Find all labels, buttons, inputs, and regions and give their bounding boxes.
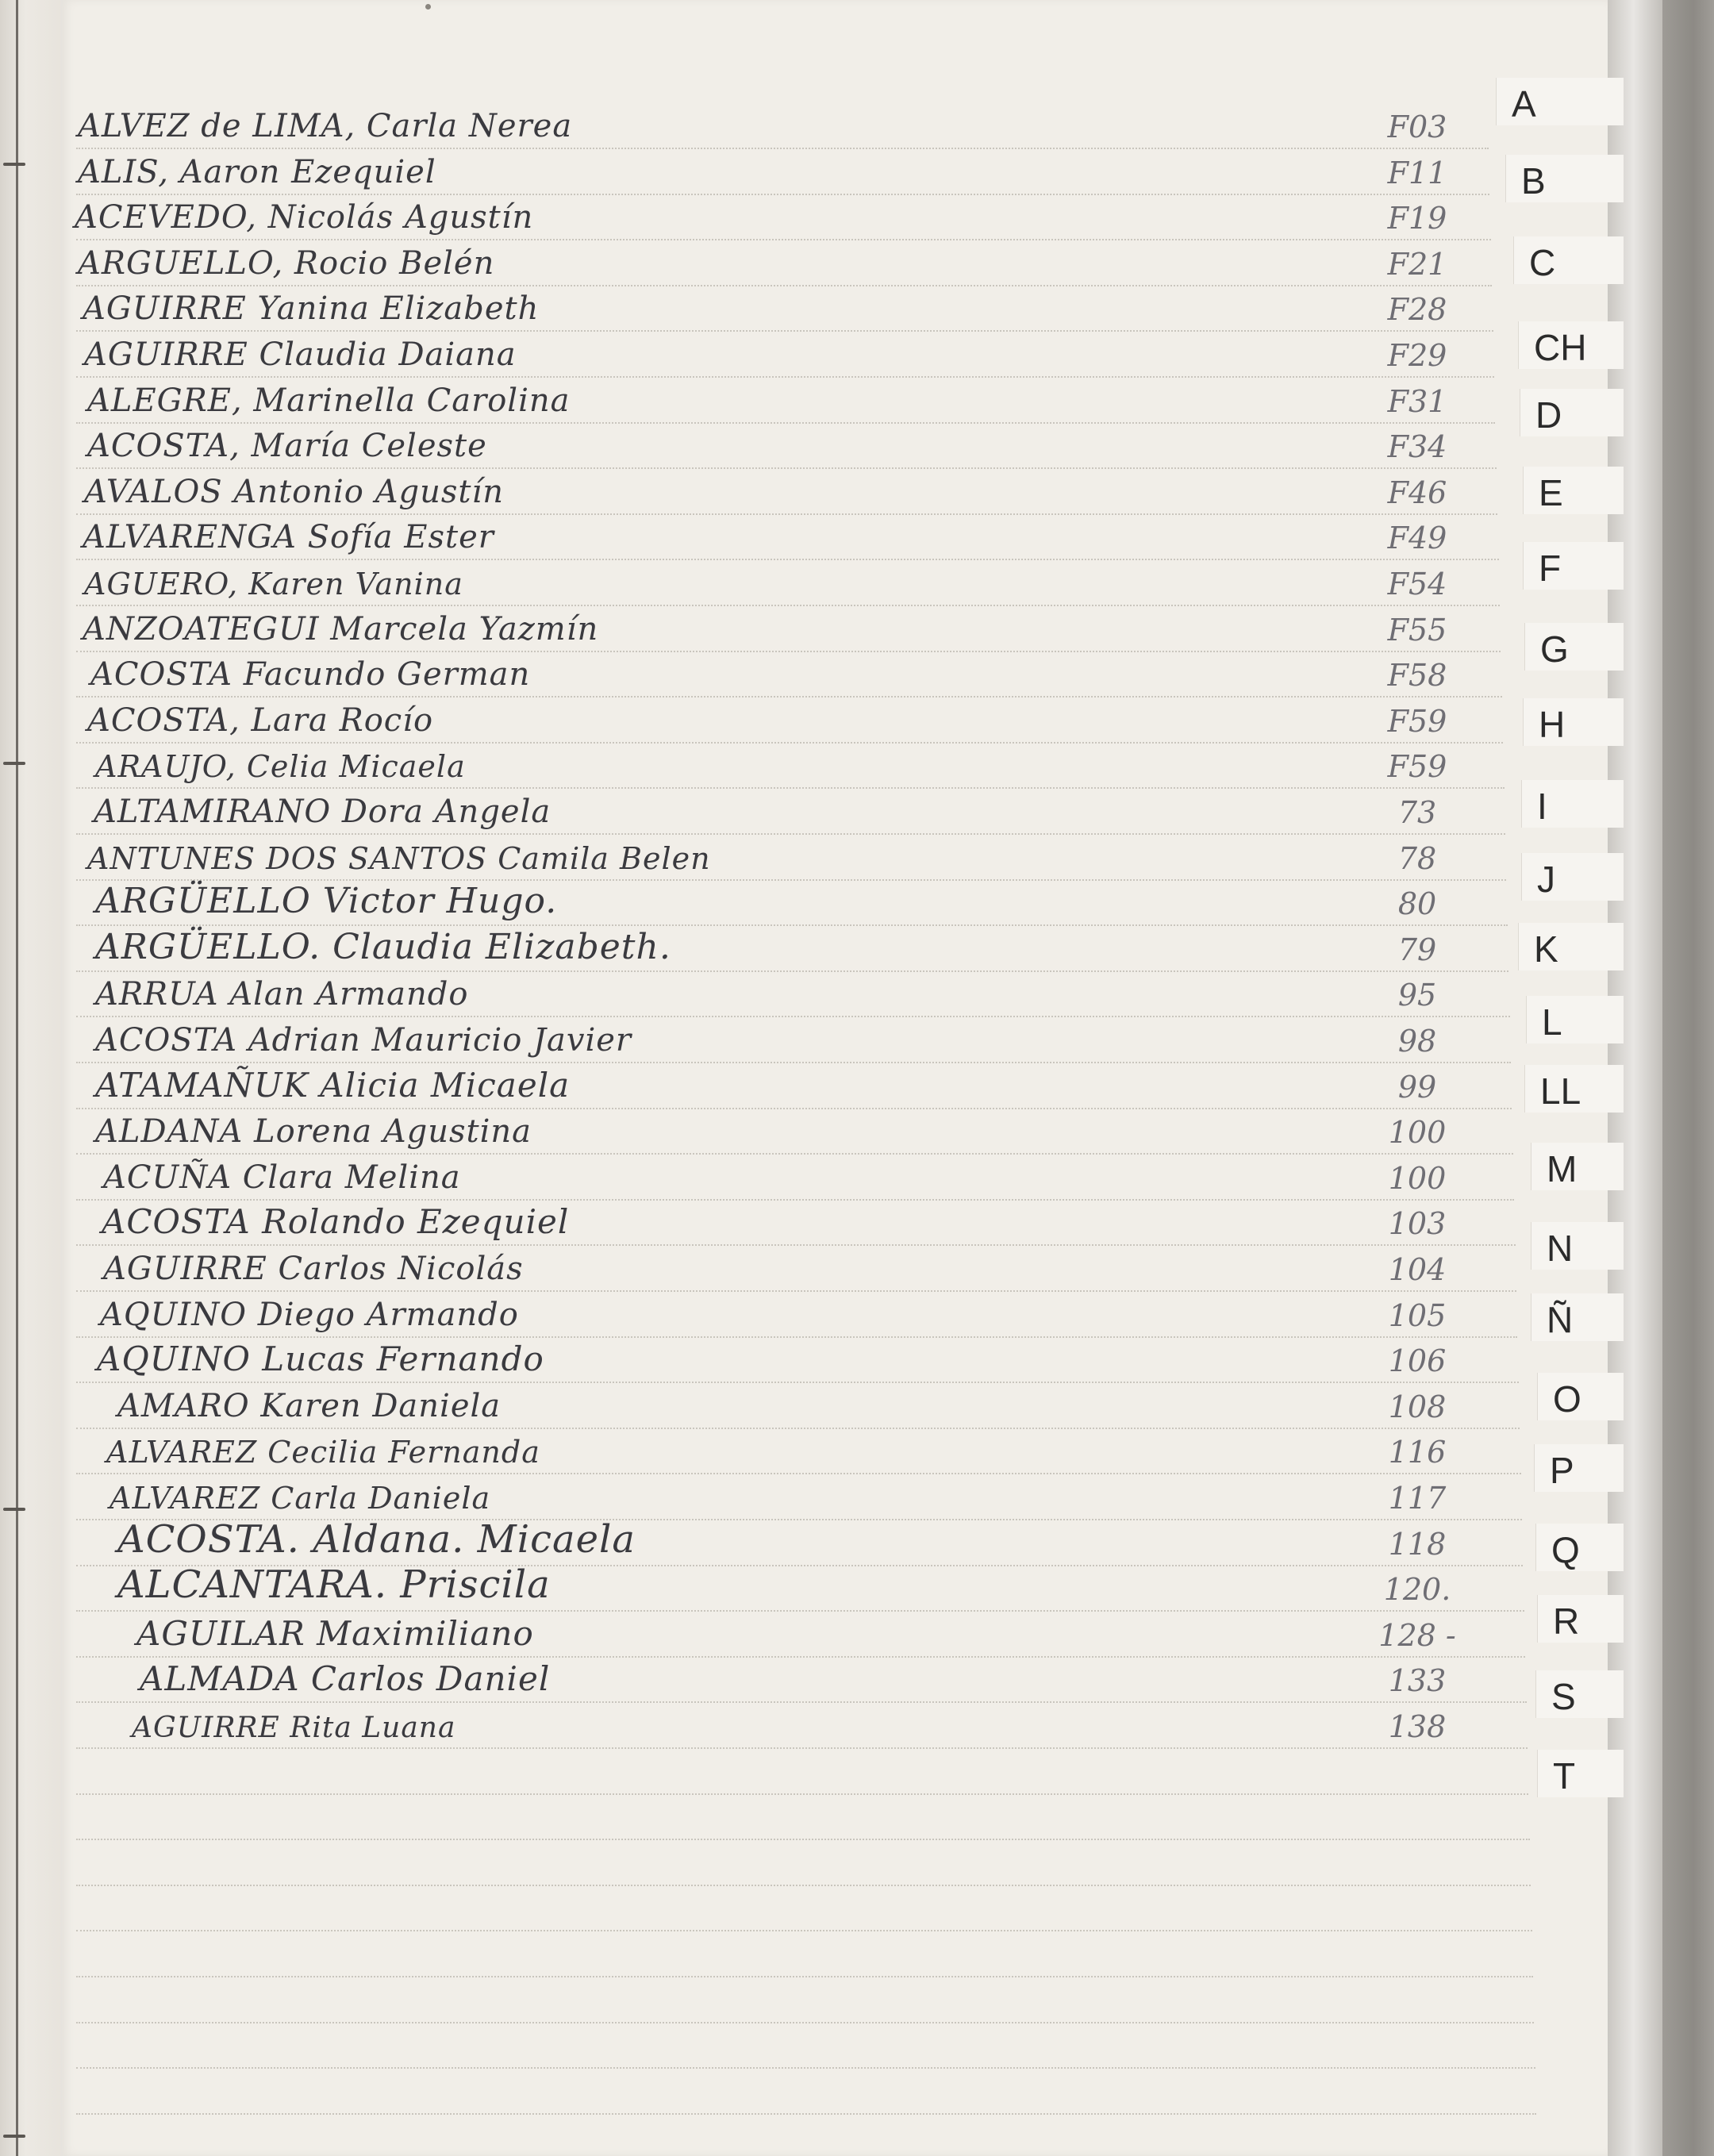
- ruled-line: [76, 1428, 1520, 1429]
- index-tab-label: M: [1547, 1148, 1578, 1189]
- index-tab[interactable]: [1480, 389, 1623, 436]
- ruled-line: [76, 970, 1508, 972]
- entry-number: 116: [1388, 1435, 1447, 1470]
- ruled-line: [76, 1839, 1530, 1840]
- entry-name: ARGÜELLO. Claudia Elizabeth.: [95, 926, 671, 967]
- ruled-line: [76, 2022, 1534, 2023]
- index-tab[interactable]: [1480, 853, 1623, 901]
- entry-name: ALMADA Carlos Daniel: [140, 1659, 551, 1699]
- index-tab[interactable]: [1480, 1222, 1623, 1270]
- entry-number: F58: [1387, 658, 1447, 694]
- entry-name: ALEGRE, Marinella Carolina: [87, 382, 571, 419]
- entry-number: 105: [1388, 1297, 1447, 1333]
- entry-name: ALTAMIRANO Dora Angela: [94, 794, 551, 830]
- index-tab-label: T: [1553, 1755, 1576, 1797]
- binding-ring: [3, 2135, 25, 2138]
- ruled-line: [76, 1016, 1510, 1017]
- index-tab[interactable]: [1480, 780, 1623, 828]
- binding-ring: [3, 163, 25, 166]
- ruled-line: [76, 1336, 1517, 1338]
- index-entry: [60, 882, 1608, 924]
- ruled-line: [76, 559, 1499, 560]
- entry-name: AGUIRRE Claudia Daiana: [84, 336, 517, 373]
- index-tab[interactable]: [1480, 1293, 1623, 1341]
- index-tab[interactable]: [1480, 996, 1623, 1043]
- ruled-line: [76, 1610, 1524, 1612]
- index-tab-label: H: [1539, 704, 1566, 745]
- tab-background: [1535, 1670, 1624, 1718]
- entry-name: ACUÑA Clara Melina: [103, 1159, 461, 1196]
- index-tab[interactable]: [1480, 623, 1623, 671]
- entry-name: AQUINO Diego Armando: [100, 1296, 519, 1333]
- entry-number: 108: [1388, 1389, 1447, 1424]
- entry-name: ACOSTA. Aldana. Micaela: [117, 1516, 636, 1562]
- index-tab-label: S: [1551, 1676, 1576, 1717]
- index-entry: [60, 562, 1608, 605]
- index-entry: [60, 973, 1608, 1016]
- index-tab-label: Ñ: [1547, 1299, 1574, 1340]
- entry-name: ALIS, Aaron Ezequiel: [78, 153, 436, 190]
- index-entry: [60, 242, 1608, 285]
- index-entry: [60, 744, 1608, 787]
- entry-number: F11: [1387, 155, 1447, 190]
- index-tab-label: D: [1535, 394, 1562, 436]
- alphabet-index-tabs: [1480, 71, 1623, 1817]
- entry-name: ALVAREZ Carla Daniela: [110, 1481, 491, 1516]
- entry-name: AGUIRRE Yanina Elizabeth: [83, 290, 540, 328]
- tab-background: [1524, 623, 1624, 671]
- ruled-line: [76, 194, 1489, 195]
- index-entry: [60, 1019, 1608, 1062]
- entry-name: ARRUA Alan Armando: [95, 976, 469, 1013]
- ruled-line: [76, 467, 1497, 469]
- ruled-line: [76, 376, 1494, 378]
- index-entry: [60, 287, 1608, 330]
- ruled-line: [76, 1793, 1528, 1795]
- index-tab-label: C: [1529, 242, 1556, 283]
- ruled-line: [76, 285, 1492, 286]
- index-tab[interactable]: [1480, 1143, 1623, 1190]
- entry-number: F19: [1387, 201, 1447, 236]
- entry-name: ARAUJO, Celia Micaela: [95, 749, 466, 785]
- index-entry: [60, 516, 1608, 559]
- ruled-line: [76, 1930, 1532, 1931]
- entry-name: ACOSTA Rolando Ezequiel: [102, 1202, 570, 1242]
- index-tab-label: F: [1539, 548, 1562, 589]
- index-tab-label: L: [1542, 1001, 1562, 1043]
- index-tab[interactable]: [1480, 1373, 1623, 1420]
- entry-number: F31: [1387, 383, 1447, 419]
- entry-number: 78: [1397, 840, 1437, 876]
- index-entry: [60, 1613, 1608, 1656]
- entry-number: 98: [1397, 1024, 1437, 1059]
- ruled-line: [76, 1473, 1521, 1474]
- index-entry: [60, 105, 1608, 148]
- tab-background: [1531, 1293, 1624, 1341]
- index-entry: [60, 333, 1608, 376]
- index-tab[interactable]: [1480, 923, 1623, 970]
- index-tab-label: B: [1521, 160, 1546, 202]
- ruled-line: [76, 239, 1491, 240]
- ruled-line: [76, 1382, 1519, 1383]
- index-entry: [60, 1385, 1608, 1428]
- index-entry: [60, 1065, 1608, 1108]
- tab-background: [1531, 1222, 1624, 1270]
- index-tab[interactable]: [1480, 1595, 1623, 1643]
- entry-name: ACOSTA, María Celeste: [87, 428, 487, 465]
- entry-name: AGUERO, Karen Vanina: [84, 567, 463, 601]
- entry-number: F59: [1387, 703, 1447, 739]
- entry-name: AMARO Karen Daniela: [117, 1387, 502, 1424]
- index-entry: [60, 196, 1608, 239]
- index-entry: [60, 1516, 1608, 1565]
- entry-name: ACOSTA Facundo German: [90, 656, 531, 694]
- index-tab-label: CH: [1534, 327, 1587, 368]
- index-entry: [60, 1110, 1608, 1153]
- entry-number: 120.: [1383, 1572, 1451, 1608]
- index-entry: [60, 1156, 1608, 1199]
- notebook-cover-left: [0, 0, 63, 2156]
- binding-ring: [3, 1508, 25, 1511]
- index-tab[interactable]: [1480, 467, 1623, 514]
- entry-number: 133: [1388, 1663, 1447, 1699]
- entry-number: 95: [1397, 978, 1437, 1013]
- ruled-line: [76, 1199, 1514, 1201]
- entry-name: AGUIRRE Carlos Nicolás: [103, 1251, 524, 1287]
- ruled-line: [76, 787, 1505, 789]
- cover-edge-line: [16, 0, 18, 2156]
- entry-name: ARGUELLO, Rocio Belén: [78, 244, 495, 282]
- ruled-line: [76, 1290, 1516, 1292]
- entry-number: F54: [1387, 567, 1447, 601]
- index-entry: [60, 653, 1608, 696]
- index-tab-label: Q: [1551, 1529, 1580, 1570]
- index-entry: [60, 1293, 1608, 1336]
- index-entry: [60, 1704, 1608, 1747]
- ruled-line: [76, 1153, 1513, 1155]
- entry-number: 138: [1388, 1709, 1447, 1744]
- ruled-line: [76, 330, 1493, 332]
- entry-name: AQUINO Lucas Fernando: [97, 1339, 544, 1379]
- entry-number: F28: [1387, 292, 1447, 328]
- entry-number: 99: [1397, 1069, 1437, 1105]
- entry-number: 117: [1388, 1481, 1447, 1516]
- index-entry: [60, 1247, 1608, 1290]
- index-tab[interactable]: [1480, 1065, 1623, 1113]
- index-entry: [60, 608, 1608, 651]
- entry-number: 100: [1388, 1160, 1447, 1196]
- entry-number: 80: [1397, 886, 1437, 922]
- index-entry: [60, 836, 1608, 879]
- index-entry: [60, 1658, 1608, 1701]
- index-entry: [60, 790, 1608, 833]
- entry-name: ACOSTA Adrian Mauricio Javier: [95, 1022, 632, 1059]
- entry-name: AGUIRRE Rita Luana: [132, 1712, 456, 1744]
- tab-background: [1534, 1444, 1624, 1492]
- index-entry: [60, 379, 1608, 422]
- tab-background: [1526, 996, 1624, 1043]
- ruled-line: [76, 1701, 1527, 1703]
- index-page: [60, 0, 1608, 2156]
- index-tab-label: G: [1540, 628, 1569, 670]
- entry-number: F49: [1387, 521, 1447, 556]
- entry-number: 100: [1388, 1115, 1447, 1151]
- entry-name: ALVARENGA Sofía Ester: [83, 519, 494, 556]
- index-tab-label: R: [1553, 1601, 1580, 1642]
- index-tab[interactable]: [1480, 155, 1623, 202]
- ruled-line: [76, 2113, 1536, 2115]
- index-entry: [60, 928, 1608, 970]
- index-tab-label: A: [1512, 83, 1536, 125]
- index-tab[interactable]: [1480, 698, 1623, 746]
- tab-background: [1531, 1143, 1624, 1190]
- entry-name: ATAMAÑUK Alicia Micaela: [95, 1065, 571, 1105]
- entry-number: 118: [1388, 1526, 1447, 1562]
- entry-name: ALCANTARA. Priscila: [117, 1562, 551, 1608]
- ruled-line: [76, 1885, 1531, 1886]
- binding-ring: [3, 762, 25, 765]
- entry-name: ALDANA Lorena Agustina: [95, 1113, 532, 1151]
- index-tab[interactable]: [1480, 542, 1623, 590]
- entry-number: F34: [1387, 429, 1447, 465]
- index-entry: [60, 471, 1608, 513]
- entry-name: ARGÜELLO Victor Hugo.: [95, 881, 558, 922]
- entry-name: AGUILAR Maximiliano: [136, 1613, 534, 1653]
- ruled-line: [76, 1656, 1525, 1658]
- paper-mark: [425, 4, 431, 10]
- entry-name: ALVAREZ Cecilia Fernanda: [106, 1435, 540, 1470]
- entry-number: 79: [1397, 932, 1437, 967]
- ruled-line: [76, 1976, 1533, 1977]
- entry-number: 128 -: [1378, 1617, 1456, 1653]
- index-tab-label: LL: [1540, 1070, 1581, 1112]
- entry-number: F29: [1387, 338, 1447, 373]
- ruled-line: [76, 605, 1500, 606]
- index-entry: [60, 1201, 1608, 1244]
- index-tab[interactable]: [1480, 78, 1623, 125]
- entry-name: AVALOS Antonio Agustín: [84, 473, 504, 510]
- ruled-line: [76, 1062, 1511, 1063]
- tab-background: [1537, 1750, 1624, 1797]
- entry-number: F55: [1387, 612, 1447, 648]
- ruled-line: [76, 833, 1505, 835]
- entry-number: F46: [1387, 475, 1447, 510]
- ruled-line: [76, 422, 1495, 424]
- entry-name: ANTUNES DOS SANTOS Camila Belen: [87, 840, 711, 876]
- entry-number: 104: [1388, 1252, 1447, 1287]
- ruled-line: [76, 696, 1502, 698]
- index-entry: [60, 1562, 1608, 1610]
- tab-background: [1537, 1595, 1624, 1643]
- ruled-line: [76, 148, 1489, 149]
- index-tab-label: K: [1534, 928, 1558, 970]
- index-tab-label: I: [1537, 786, 1547, 827]
- entry-name: ACOSTA, Lara Rocío: [87, 701, 434, 739]
- entry-number: 73: [1397, 795, 1437, 830]
- index-tab[interactable]: [1480, 1524, 1623, 1571]
- index-entry: [60, 151, 1608, 194]
- ruled-line: [76, 1108, 1512, 1109]
- index-tab-label: N: [1547, 1228, 1574, 1269]
- ruled-line: [76, 2067, 1535, 2069]
- index-tab[interactable]: [1480, 1670, 1623, 1718]
- index-tab[interactable]: [1480, 1444, 1623, 1492]
- ruled-line: [76, 513, 1497, 515]
- ruled-line: [76, 1244, 1516, 1246]
- entry-number: F03: [1387, 110, 1447, 144]
- entry-name: ALVEZ de LIMA, Carla Nerea: [78, 108, 573, 144]
- entry-number: 103: [1388, 1206, 1447, 1242]
- index-entry: [60, 699, 1608, 742]
- index-entry: [60, 1476, 1608, 1519]
- entry-number: F59: [1387, 749, 1447, 785]
- binder-edge: [1662, 0, 1714, 2156]
- ruled-line: [76, 742, 1503, 744]
- index-tab-label: J: [1537, 859, 1555, 900]
- index-entry: [60, 425, 1608, 467]
- entry-number: 106: [1388, 1343, 1447, 1379]
- index-tab-label: P: [1550, 1450, 1574, 1491]
- ruled-line: [76, 1747, 1528, 1749]
- index-tab[interactable]: [1480, 1750, 1623, 1797]
- entry-name: ACEVEDO, Nicolás Agustín: [75, 199, 534, 236]
- index-entry: [60, 1339, 1608, 1382]
- entry-name: ANZOATEGUI Marcela Yazmín: [83, 610, 599, 648]
- index-tab[interactable]: [1480, 321, 1623, 369]
- entry-number: F21: [1387, 246, 1447, 282]
- index-entry: [60, 1430, 1608, 1473]
- index-tab-label: E: [1539, 472, 1563, 513]
- index-tab[interactable]: [1480, 236, 1623, 284]
- index-tab-label: O: [1553, 1378, 1581, 1420]
- ruled-line: [76, 651, 1501, 652]
